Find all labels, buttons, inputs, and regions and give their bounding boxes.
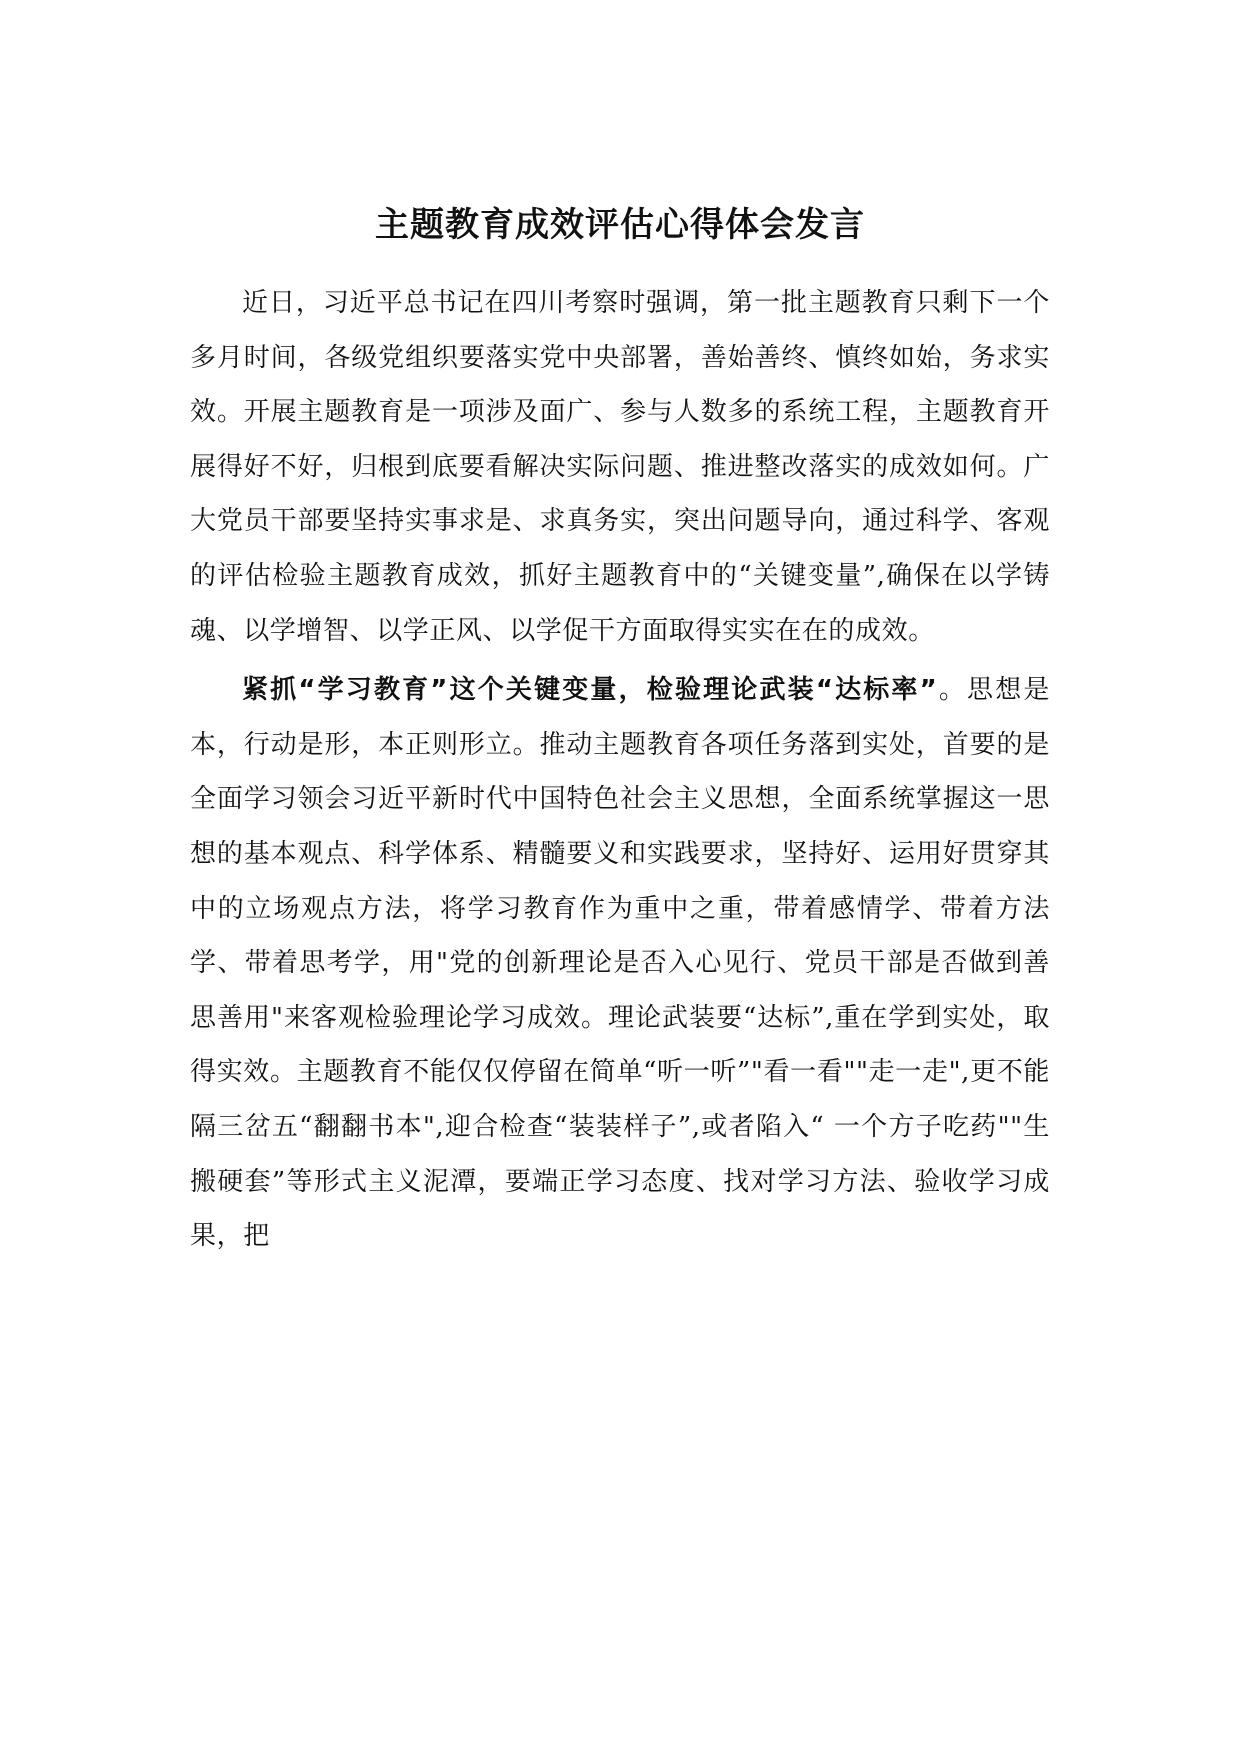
paragraph-learning-education-text: 。思想是本，行动是形，本正则形立。推动主题教育各项任务落到实处，首要的是全面学习领会习近平新时代中国特色社会主义思想，全面系统掌握这一思想的基本观点、科学体系、精髓要义和实践要求，坚持好、运用好贯穿其中的立场观点方法，将学习教育作为重中之重，带着感情学、带着方法学、带着思考学，用"党的创新理论是否入心见行、党员干部是否做到善思善用"来客观检验理论学习成效。理论武装要“达标”,重在学到实处，取得实效。主题教育不能仅仅停留在简单“听一听”"看一看""走一走",更不能隔三岔五“翻翻书本",迎合检查“装装样子”,或者陷入“ 一个方子吃药""生搬硬套”等形式主义泥潭，要端正学习态度、找对学习方法、验收学习成果，把 <box>190 675 1051 1252</box>
document-title: 主题教育成效评估心得体会发言 <box>375 205 865 245</box>
paragraph-learning-education <box>190 663 1050 1264</box>
paragraph-intro-text: 近日，习近平总书记在四川考察时强调，第一批主题教育只剩下一个多月时间，各级党组织要落实党中央部署，善始善终、慎终如始，务求实效。开展主题教育是一项涉及面广、参与人数多的系统工程，主题教育开展得好不好，归根到底要看解决实际问题、推进整改落实的成效如何。广大党员干部要坚持实事求是、求真务实，突出问题导向，通过科学、客观的评估检验主题教育成效，抓好主题教育中的“关键变量”,确保在以学铸魂、以学增智、以学正风、以学促干方面取得实实在在的成效。 <box>190 288 1050 646</box>
paragraph-learning-education-heading: 紧抓“学习教育”这个关键变量，检验理论武装“达标率” <box>242 675 938 706</box>
paragraph-intro <box>190 276 1050 658</box>
document-body <box>190 200 1050 1269</box>
